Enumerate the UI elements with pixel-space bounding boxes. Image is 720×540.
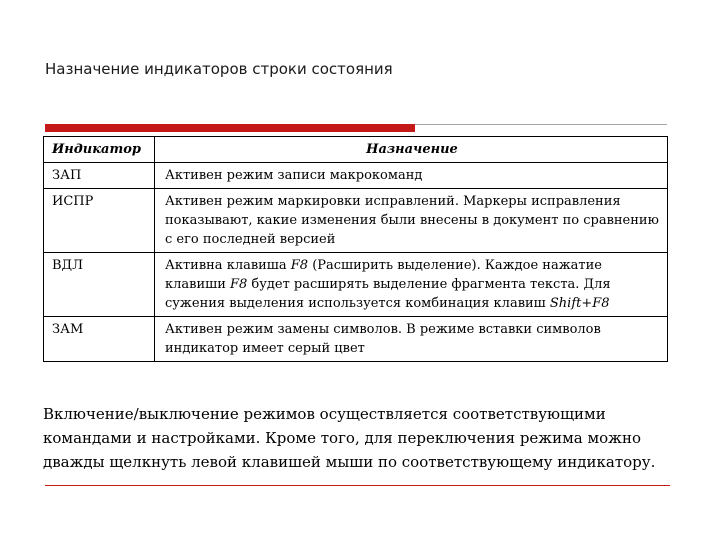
bottom-rule: [45, 485, 670, 486]
purpose-cell: Активен режим записи макрокоманд: [155, 163, 668, 189]
table-row: [44, 189, 668, 253]
table-header-row: [44, 137, 668, 163]
key-f8: F8: [290, 258, 309, 273]
key-shift-f8: Shift+F8: [549, 296, 610, 311]
title-rule-gray: [415, 124, 667, 125]
table-row: [44, 163, 668, 189]
header-indicator: Индикатор: [44, 137, 155, 163]
key-f8: F8: [230, 277, 248, 292]
indicator-cell: ЗАМ: [44, 317, 155, 362]
indicator-table: [43, 136, 668, 362]
slide-title: Назначение индикаторов строки состояния: [45, 60, 393, 78]
indicator-cell: ЗАП: [44, 163, 155, 189]
purpose-text: будет расширять выделение фрагмента текста. Для сужения выделения используется комбинация клавиш: [165, 277, 611, 311]
indicator-cell: ВДЛ: [44, 253, 155, 317]
footer-paragraph: Включение/выключение режимов осуществляется соответствующими командами и настройками. Кроме того, для переключения режима можно дважды щелкнуть левой клавишей мыши по соответствующему индикатору.: [43, 405, 656, 471]
purpose-text: (Расширить выделение). Каждое нажатие клавиши: [165, 258, 602, 292]
purpose-cell: Активен режим маркировки исправлений. Маркеры исправления показывают, какие изменения были внесены в документ по сравнению с его последней версией: [155, 189, 668, 253]
indicator-cell: ИСПР: [44, 189, 155, 253]
header-purpose: Назначение: [155, 137, 668, 163]
table-row: [44, 253, 668, 317]
title-rule-red: [45, 124, 415, 132]
purpose-cell: [155, 253, 668, 317]
purpose-text: Активна клавиша: [165, 258, 291, 273]
table-row: [44, 317, 668, 362]
purpose-cell: Активен режим замены символов. В режиме вставки символов индикатор имеет серый цвет: [155, 317, 668, 362]
